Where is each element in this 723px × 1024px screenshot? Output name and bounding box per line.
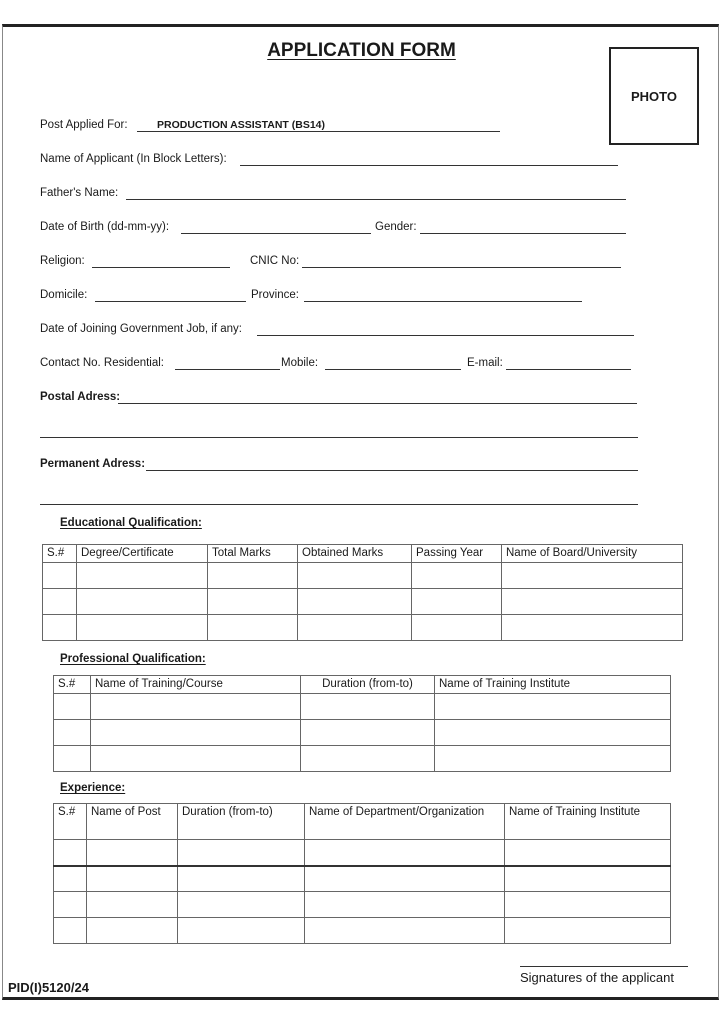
table-cell[interactable]: [435, 746, 671, 772]
cnic-label: CNIC No:: [250, 255, 300, 267]
postal-address-field-line2[interactable]: [40, 437, 638, 438]
table-cell[interactable]: [43, 589, 77, 615]
table-cell[interactable]: [505, 840, 671, 866]
table-cell[interactable]: [298, 615, 412, 641]
table-cell[interactable]: [298, 563, 412, 589]
table-cell[interactable]: [305, 840, 505, 866]
domicile-label: Domicile:: [40, 289, 88, 301]
education-header-passing-year: Passing Year: [412, 545, 502, 563]
education-heading: Educational Qualification:: [60, 517, 202, 529]
experience-table: [53, 803, 671, 944]
table-row: [43, 563, 683, 589]
table-cell[interactable]: [87, 892, 178, 918]
table-cell[interactable]: [208, 589, 298, 615]
table-cell[interactable]: [502, 589, 683, 615]
table-cell[interactable]: [77, 563, 208, 589]
experience-header-institute: Name of Training Institute: [505, 804, 671, 840]
table-cell[interactable]: [77, 615, 208, 641]
form-title: APPLICATION FORM: [267, 40, 456, 61]
table-cell[interactable]: [178, 918, 305, 944]
table-row: [54, 746, 671, 772]
applicant-name-field[interactable]: [240, 165, 618, 166]
father-name-label: Father's Name:: [40, 187, 119, 199]
table-row: [54, 720, 671, 746]
experience-header-duration: Duration (from-to): [178, 804, 305, 840]
experience-heading: Experience:: [60, 782, 126, 794]
table-cell[interactable]: [301, 746, 435, 772]
table-cell[interactable]: [298, 589, 412, 615]
table-cell[interactable]: [412, 589, 502, 615]
table-row: [54, 892, 671, 918]
table-cell[interactable]: [412, 615, 502, 641]
table-cell[interactable]: [54, 918, 87, 944]
table-row: [43, 589, 683, 615]
province-label: Province:: [251, 289, 299, 301]
table-cell[interactable]: [305, 866, 505, 892]
professional-table: [53, 675, 671, 772]
table-cell[interactable]: [502, 563, 683, 589]
joining-date-field[interactable]: [257, 335, 634, 336]
mobile-field[interactable]: [325, 369, 461, 370]
photo-box: [609, 47, 699, 145]
table-cell[interactable]: [305, 892, 505, 918]
table-cell[interactable]: [435, 720, 671, 746]
dob-field[interactable]: [181, 233, 371, 234]
table-cell[interactable]: [77, 589, 208, 615]
table-cell[interactable]: [87, 918, 178, 944]
experience-header-organization: Name of Department/Organization: [305, 804, 505, 840]
cnic-field[interactable]: [302, 267, 621, 268]
education-header-total-marks: Total Marks: [208, 545, 298, 563]
postal-address-label: Postal Adress:: [40, 391, 121, 403]
post-applied-line[interactable]: [137, 131, 500, 132]
professional-header-institute: Name of Training Institute: [435, 676, 671, 694]
table-cell[interactable]: [505, 866, 671, 892]
signature-label: Signatures of the applicant: [520, 970, 674, 985]
table-cell[interactable]: [91, 720, 301, 746]
table-cell[interactable]: [178, 892, 305, 918]
post-applied-label: Post Applied For:: [40, 119, 128, 131]
signature-line[interactable]: [520, 966, 688, 967]
contact-residential-field[interactable]: [175, 369, 280, 370]
table-cell[interactable]: [91, 694, 301, 720]
table-cell[interactable]: [178, 866, 305, 892]
gender-label: Gender:: [375, 221, 417, 233]
table-cell[interactable]: [43, 563, 77, 589]
contact-residential-label: Contact No. Residential:: [40, 357, 165, 369]
joining-date-label: Date of Joining Government Job, if any:: [40, 323, 242, 335]
professional-header-sno: S.#: [54, 676, 91, 694]
province-field[interactable]: [304, 301, 582, 302]
table-cell[interactable]: [208, 615, 298, 641]
reference-number: PID(I)5120/24: [8, 980, 89, 995]
table-cell[interactable]: [54, 866, 87, 892]
table-cell[interactable]: [91, 746, 301, 772]
table-cell[interactable]: [301, 720, 435, 746]
professional-heading: Professional Qualification:: [60, 653, 206, 665]
permanent-address-field[interactable]: [146, 470, 638, 471]
education-header-sno: S.#: [43, 545, 77, 563]
post-applied-value: PRODUCTION ASSISTANT (BS14): [157, 119, 326, 131]
table-cell[interactable]: [54, 720, 91, 746]
table-cell[interactable]: [87, 866, 178, 892]
table-cell[interactable]: [178, 840, 305, 866]
education-header-degree: Degree/Certificate: [77, 545, 208, 563]
table-cell[interactable]: [54, 892, 87, 918]
table-row: [54, 918, 671, 944]
religion-field[interactable]: [92, 267, 230, 268]
photo-label: PHOTO: [631, 88, 677, 104]
email-label: E-mail:: [467, 357, 503, 369]
table-cell[interactable]: [54, 840, 87, 866]
mobile-label: Mobile:: [281, 357, 319, 369]
table-cell[interactable]: [43, 615, 77, 641]
religion-label: Religion:: [40, 255, 85, 267]
permanent-address-label: Permanent Adress:: [40, 458, 146, 470]
table-row: [54, 694, 671, 720]
table-cell[interactable]: [54, 694, 91, 720]
table-row: [43, 615, 683, 641]
table-cell[interactable]: [87, 840, 178, 866]
experience-header-post: Name of Post: [87, 804, 178, 840]
education-table: [42, 544, 683, 641]
table-cell[interactable]: [301, 694, 435, 720]
table-cell[interactable]: [208, 563, 298, 589]
table-cell[interactable]: [54, 746, 91, 772]
table-row: [54, 840, 671, 866]
father-name-field[interactable]: [126, 199, 626, 200]
gender-field[interactable]: [420, 233, 626, 234]
table-cell[interactable]: [412, 563, 502, 589]
table-cell[interactable]: [502, 615, 683, 641]
email-field[interactable]: [506, 369, 631, 370]
professional-header-duration: Duration (from-to): [301, 676, 435, 694]
education-header-board: Name of Board/University: [502, 545, 683, 563]
permanent-address-field-line2[interactable]: [40, 504, 638, 505]
table-cell[interactable]: [305, 918, 505, 944]
applicant-name-label: Name of Applicant (In Block Letters):: [40, 153, 227, 165]
table-cell[interactable]: [505, 892, 671, 918]
experience-header-sno: S.#: [54, 804, 87, 840]
professional-header-course: Name of Training/Course: [91, 676, 301, 694]
education-header-obtained-marks: Obtained Marks: [298, 545, 412, 563]
dob-label: Date of Birth (dd-mm-yy):: [40, 221, 170, 233]
table-cell[interactable]: [505, 918, 671, 944]
table-cell[interactable]: [435, 694, 671, 720]
domicile-field[interactable]: [95, 301, 246, 302]
table-row: [54, 866, 671, 892]
postal-address-field[interactable]: [118, 403, 637, 404]
